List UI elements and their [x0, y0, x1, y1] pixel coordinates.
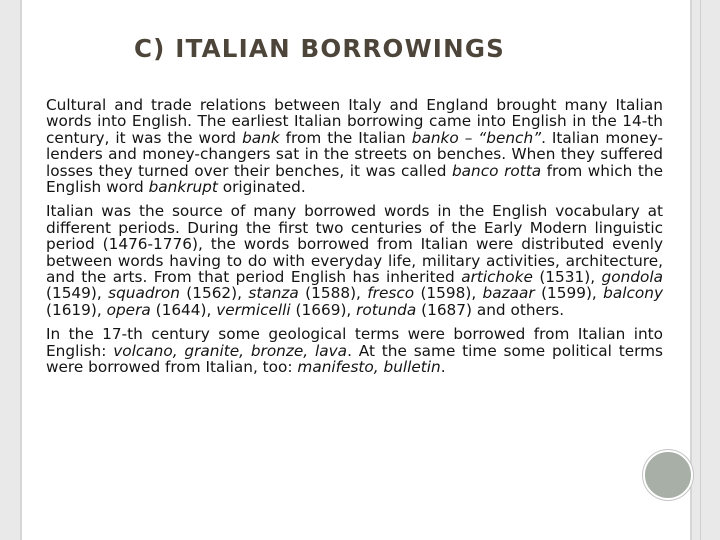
italic-term: opera: [106, 300, 151, 319]
paragraph-text: (1562),: [179, 284, 249, 303]
paragraph-text: (1549),: [46, 284, 109, 303]
paragraph-text: .: [440, 358, 446, 377]
slide-decoration-circle: [643, 450, 693, 500]
italic-term: stanza: [248, 284, 299, 303]
slide-body: [46, 97, 663, 384]
italic-term: bankrupt: [148, 178, 218, 197]
italic-term: artichoke: [461, 268, 533, 287]
paragraph-text: (1598),: [414, 284, 483, 303]
italic-term: balcony: [603, 284, 664, 303]
paragraph-text: (1669),: [290, 300, 357, 319]
body-paragraph: [46, 326, 663, 375]
paragraph-text: In the 17-th century some geological terms were borrowed from Italian into English:: [46, 325, 663, 360]
body-paragraph: [46, 203, 663, 318]
paragraph-text: Cultural and trade relations between Italy and England brought many Italian words into English. The earliest Italian borrowing came into English in the 14-th century, it was the word: [46, 96, 663, 147]
paragraph-text: originated.: [217, 178, 306, 197]
italic-term: volcano, granite, bronze, lava: [113, 341, 348, 360]
italic-term: manifesto, bulletin: [297, 358, 441, 377]
paragraph-text: from the Italian: [279, 128, 412, 147]
italic-term: rotunda: [356, 300, 417, 319]
italic-term: banco rotta: [451, 161, 542, 180]
italic-term: bazaar: [482, 284, 535, 303]
slide-title: C) ITALIAN BORROWINGS: [134, 34, 505, 63]
italic-term: banko – “bench”: [411, 128, 542, 147]
italic-term: fresco: [367, 284, 415, 303]
italic-term: squadron: [108, 284, 180, 303]
italic-term: vermicelli: [216, 300, 291, 319]
body-paragraph: [46, 97, 663, 195]
paragraph-text: (1619),: [46, 300, 107, 319]
paragraph-text: Italian was the source of many borrowed words in the English vocabulary at different periods. During the first two centuries of the Early Modern linguistic period (1476-1776), the words borrowed from Italian were distributed evenly between words having to do with everyday life, military activities, architecture, and the arts. From that period English has inherited: [46, 202, 663, 287]
paragraph-text: (1531),: [532, 268, 602, 287]
paragraph-text: (1644),: [150, 300, 217, 319]
paragraph-text: . At the same time some political terms were borrowed from Italian, too:: [46, 341, 663, 377]
paragraph-text: (1599),: [534, 284, 604, 303]
paragraph-text: from which the English word: [46, 161, 663, 197]
slide-frame-right: [690, 0, 720, 540]
slide-frame-left: [0, 0, 22, 540]
italic-term: gondola: [601, 268, 663, 287]
paragraph-text: (1588),: [298, 284, 368, 303]
paragraph-text: (1687) and others.: [416, 300, 565, 319]
paragraph-text: . Italian money-lenders and money-changers sat in the streets on benches. When they suffered losses they turned over their benches, it was called: [46, 128, 664, 180]
italic-term: bank: [242, 128, 280, 147]
